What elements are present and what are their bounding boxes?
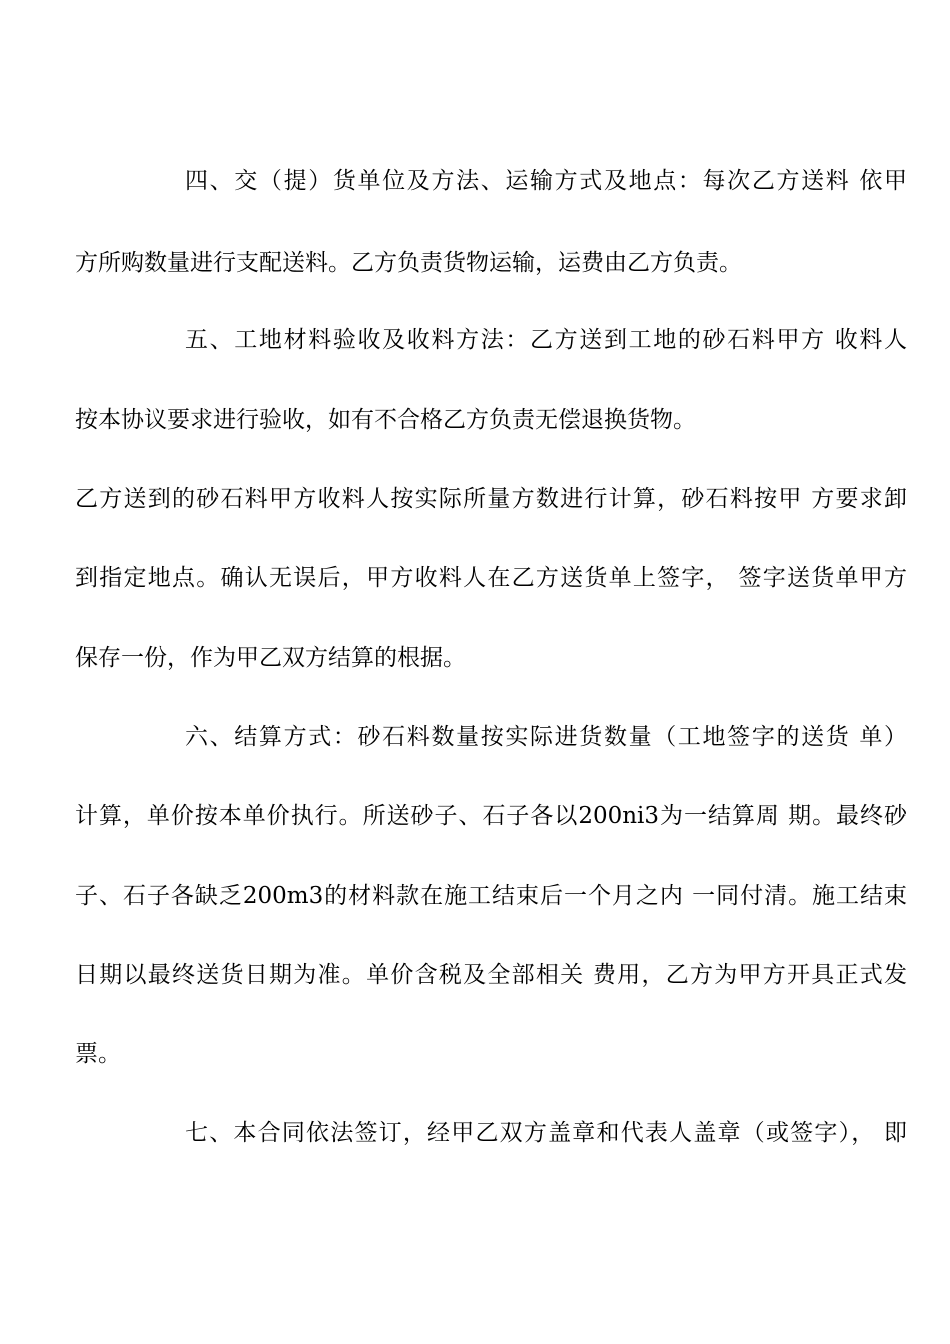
clause-4-line-1: 四、交（提）货单位及方法、运输方式及地点：每次乙方送料 依甲 <box>185 168 907 194</box>
clause-4-line-2: 方所购数量进行支配送料。乙方负责货物运输，运费由乙方负责。 <box>75 250 742 276</box>
clause-5-line-3: 乙方送到的砂石料甲方收料人按实际所量方数进行计算，砂石料按甲 方要求卸 <box>75 486 907 512</box>
clause-5-line-5: 保存一份，作为甲乙双方结算的根据。 <box>75 645 466 671</box>
clause-7-line-1: 七、本合同依法签订，经甲乙双方盖章和代表人盖章（或签字）， 即 <box>185 1120 907 1146</box>
clause-6-line-4: 日期以最终送货日期为准。单价含税及全部相关 费用，乙方为甲方开具正式发 <box>75 962 907 988</box>
clause-5-line-2: 按本协议要求进行验收，如有不合格乙方负责无偿退换货物。 <box>75 407 696 433</box>
clause-6-line-5: 票。 <box>75 1041 121 1067</box>
clause-6-line-2: 计算，单价按本单价执行。所送砂子、石子各以200ni3为一结算周 期。最终砂 <box>75 803 907 829</box>
clause-6-line-1: 六、结算方式：砂石料数量按实际进货数量（工地签字的送货 单） <box>185 724 907 750</box>
clause-5-line-1: 五、工地材料验收及收料方法：乙方送到工地的砂石料甲方 收料人 <box>185 327 907 353</box>
clause-5-line-4: 到指定地点。确认无误后，甲方收料人在乙方送货单上签字， 签字送货单甲方 <box>75 565 907 591</box>
clause-6-line-3: 子、石子各缺乏200m3的材料款在施工结束后一个月之内 一同付清。施工结束 <box>75 883 907 909</box>
